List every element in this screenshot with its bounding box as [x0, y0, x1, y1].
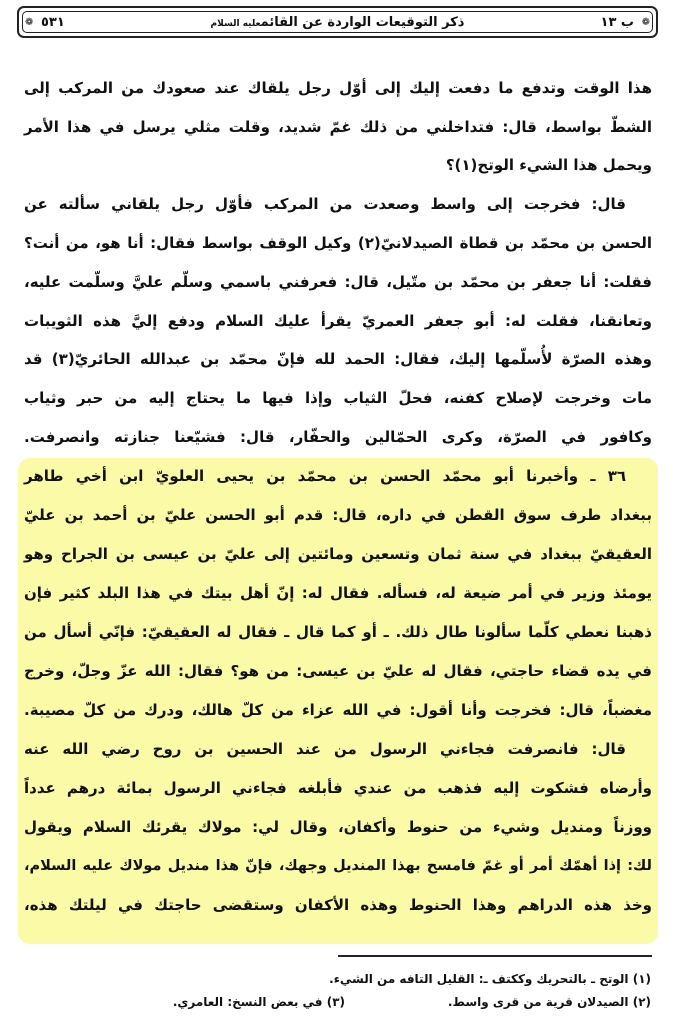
text-line: الشطّ بواسط، قال: فتداخلني من ذلك غمّ شديد، وقلت مثلي يرسل في هذا الأمر — [24, 118, 652, 136]
text-line: ذهبنا نعطي كلّما سألونا طال ذلك. ـ أو كما قال ـ فقال له العقيقيّ: فإنّي أسأل من — [24, 623, 652, 641]
footnote-divider — [338, 955, 652, 957]
footnote-3: (٣) في بعض النسخ: العامري. — [172, 995, 345, 1009]
running-header — [17, 6, 658, 38]
text-line: ٣٦ ـ وأخبرنا أبو محمّد الحسن بن محمّد بن يحيى العلويّ ابن أخي طاهر — [24, 467, 626, 485]
text-line: ببغداد طرف سوق القطن في داره، قال: قدم أبو الحسن عليّ بن أحمد بن عليّ — [24, 506, 652, 524]
text-line: وكافور في الصرّة، وكرى الحمّالين والحفّار، قال: فشيّعنا جنازته وانصرفت. — [24, 428, 652, 446]
page-number: ٥٣١ — [41, 15, 65, 30]
text-line: وخذ هذه الدراهم وهذا الحنوط وهذه الأكفان وستقضى حاجتك في ليلتك هذه، — [24, 896, 652, 914]
text-line: قال: فخرجت إلى واسط وصعدت من المركب فأوّل رجل يلقاني سألته عن — [24, 195, 626, 213]
footnote-1: (١) الوتح ـ بالتحريك وككتف ـ: القليل التافه من الشيء. — [329, 972, 651, 986]
text-line: الحسن بن محمّد بن قطاة الصيدلانيّ(٢) وكيل الوقف بواسط فقال: أنا هو، من أنت؟ — [24, 234, 653, 252]
header-title — [19, 15, 656, 30]
ornament-icon: ❁ — [641, 17, 650, 28]
text-line: ووزناً ومنديل وشيء من حنوط وأكفان، وقال لي: مولاك يقرئك السلام ويقول — [24, 818, 652, 836]
text-line: يومئذ وزير في أمر ضيعة له، فسأله. فقال له: إنّ أهل بيتك في هذا البلد كثير فإن — [24, 584, 652, 602]
chapter-label: ب ١٣ — [600, 15, 634, 30]
text-line: فقلت: أنا جعفر بن محمّد بن متّيل، قال: فعرفني باسمي وسلّم عليَّ وسلّمت عليه، — [24, 273, 652, 291]
text-line: وهذه الصرّة لأُسلّمها إليك، فقال: الحمد لله فإنّ محمّد بن عبدالله الحائريّ(٣) قد — [24, 350, 652, 368]
footnote-2: (٢) الصيدلان قرية من قرى واسط. — [447, 995, 651, 1009]
ornament-icon: ❁ — [25, 17, 34, 28]
text-line: العقيقيّ ببغداد في سنة ثمان وتسعين ومائتين إلى عليّ بن عيسى بن الجراح وهو — [24, 545, 652, 563]
text-line: لك: إذا أهمّك أمر أو غمّ فامسح بهذا المنديل وجهك، فإنّ هذا منديل مولاك عليه السلام، — [24, 858, 652, 874]
header-title-text: ذكر التوقيعات الواردة عن القائم — [260, 15, 465, 30]
text-line: مغضباً، قال: فخرجت وأنا أقول: في الله عزاء من كلّ هالك، ودرك من كلّ مصيبة. — [24, 701, 652, 719]
text-line: ويحمل هذا الشيء الوتح(١)؟ — [445, 156, 652, 174]
honorific: عليه السلام — [210, 19, 261, 29]
text-line: في يده قضاء حاجتي، فقال له عليّ بن عيسى: من هو؟ فقال: الله عزّ وجلّ، وخرج — [24, 662, 652, 680]
text-line: مات وخرجت لإصلاح كفنه، فحلّ الثياب وإذا فيها ما يحتاج إليه من حبر وثياب — [24, 389, 652, 407]
text-line: قال: فانصرفت فجاءني الرسول من عند الحسين بن روح رضي الله عنه — [24, 740, 626, 758]
text-line: وأرضاه فشكوت إليه فذهب من عندي فأبلغه فجاءني الرسول بمائة درهم عدداً — [24, 779, 652, 797]
text-line: وتعانقنا، فقلت له: أبو جعفر العمريّ يقرأ عليك السلام ودفع إليَّ هذه الثويبات — [24, 312, 652, 330]
text-line: هذا الوقت وتدفع ما دفعت إليك إلى أوّل رجل يلقاك عند صعودك من المركب إلى — [24, 79, 652, 97]
